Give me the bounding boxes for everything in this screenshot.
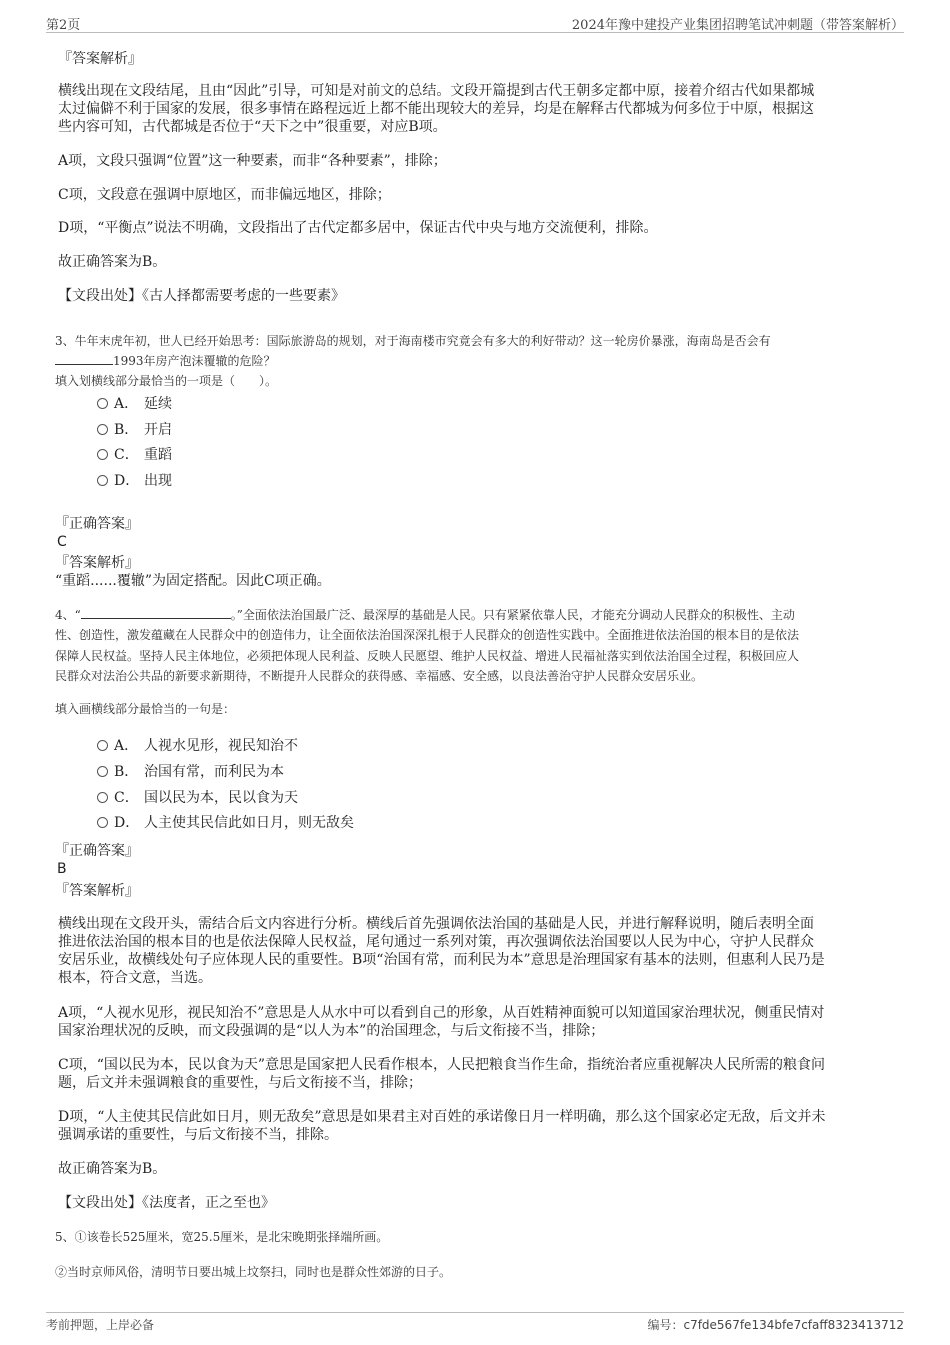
footer-code: 编号：c7fde567fe134bfe7cfaff8323413712 bbox=[647, 1318, 904, 1332]
footer-slogan: 考前押题，上岸必备 bbox=[46, 1318, 155, 1332]
q2-option-c-explanation: C项，文段意在强调中原地区，而非偏远地区，排除； bbox=[58, 187, 391, 203]
document-title: 2024年豫中建投产业集团招聘笔试冲刺题（带答案解析） bbox=[571, 18, 904, 33]
q3-option-a[interactable]: A． 延续 bbox=[97, 394, 172, 414]
q4-analysis-line-4: 根本，符合文意，当选。 bbox=[58, 970, 212, 986]
q2-source: 【文段出处】《古人择都需要考虑的一些要素》 bbox=[58, 288, 345, 304]
q3-stem-line-1: 3、牛年末虎年初，世人已经开始思考：国际旅游岛的规划，对于海南楼市究竟会有多大的利好带动？这一轮房价暴涨，海南岛是否会有 bbox=[55, 334, 771, 348]
q4-analysis-line-3: 安居乐业，故横线处句子应体现人民的重要性。B项“治国有常，而利民为本”意思是治理国家有基本的法则，但惠利人民乃是 bbox=[58, 952, 825, 968]
q3-analysis-label: 『答案解析』 bbox=[55, 555, 139, 571]
q3-blank bbox=[55, 352, 113, 365]
q3-stem-line-2: 1993年房产泡沫覆辙的危险？ bbox=[55, 351, 276, 371]
q3-option-c[interactable]: C． 重蹈 bbox=[97, 445, 172, 465]
q4-conclusion: 故正确答案为B。 bbox=[58, 1161, 167, 1177]
q4-option-a-explanation-2: 国家治理状况的反映，而文段强调的是“以人为本”的治国理念，与后文衔接不当，排除； bbox=[58, 1023, 605, 1039]
radio-icon[interactable] bbox=[97, 792, 108, 803]
q4-correct-label: 『正确答案』 bbox=[55, 843, 139, 859]
page-footer bbox=[46, 1312, 904, 1337]
radio-icon[interactable] bbox=[97, 766, 108, 777]
q4-analysis-label: 『答案解析』 bbox=[55, 883, 139, 899]
q5-line-2: ②当时京师风俗，清明节日要出城上坟祭扫，同时也是群众性郊游的日子。 bbox=[55, 1265, 452, 1279]
q4-correct-value: B bbox=[57, 861, 67, 877]
q4-stem-line-4: 民群众对法治公共品的新要求新期待，不断提升人民群众的获得感、幸福感、安全感，以良法善治守护人民群众安居乐业。 bbox=[55, 669, 704, 683]
q4-option-d[interactable]: D． 人主使其民信此如日月，则无敌矣 bbox=[97, 813, 354, 833]
q4-stem-line-3: 保障人民权益。坚持人民主体地位，必须把体现人民利益、反映人民愿望、维护人民权益、增进人民福祉落实到依法治国全过程，积极回应人 bbox=[55, 649, 800, 663]
q4-option-a-explanation-1: A项，“人视水见形，视民知治不”意思是人从水中可以看到自己的形象，从百姓精神面貌可以知道国家治理状况，侧重民情对 bbox=[58, 1005, 825, 1021]
q3-correct-value: C bbox=[57, 534, 67, 550]
q4-option-b[interactable]: B． 治国有常，而利民为本 bbox=[97, 762, 284, 782]
q2-analysis-label: 『答案解析』 bbox=[58, 51, 142, 67]
q3-correct-label: 『正确答案』 bbox=[55, 516, 139, 532]
q3-instruction: 填入划横线部分最恰当的一项是（ ）。 bbox=[55, 374, 278, 388]
q4-source: 【文段出处】《法度者，正之至也》 bbox=[58, 1195, 275, 1211]
radio-icon[interactable] bbox=[97, 449, 108, 460]
q3-option-b[interactable]: B． 开启 bbox=[97, 420, 172, 440]
q4-blank bbox=[81, 606, 231, 619]
q4-analysis-line-2: 推进依法治国的根本目的也是依法保障人民权益，尾句通过一系列对策，再次强调依法治国要以人民为中心，守护人民群众 bbox=[58, 934, 814, 950]
page-header bbox=[46, 12, 904, 33]
q4-option-c[interactable]: C． 国以民为本，民以食为天 bbox=[97, 788, 298, 808]
radio-icon[interactable] bbox=[97, 817, 108, 828]
radio-icon[interactable] bbox=[97, 740, 108, 751]
q3-option-d[interactable]: D． 出现 bbox=[97, 471, 172, 491]
q4-option-d-explanation-1: D项，“人主使其民信此如日月，则无敌矣”意思是如果君主对百姓的承诺像日月一样明确，那么这个国家必定无敌，后文并未 bbox=[58, 1109, 826, 1125]
q5-line-1: 5、①该卷长525厘米，宽25.5厘米，是北宋晚期张择端所画。 bbox=[55, 1230, 389, 1244]
q4-option-c-explanation-2: 题，后文并未强调粮食的重要性，与后文衔接不当，排除； bbox=[58, 1075, 422, 1091]
radio-icon[interactable] bbox=[97, 424, 108, 435]
q4-analysis-line-1: 横线出现在文段开头，需结合后文内容进行分析。横线后首先强调依法治国的基础是人民，并进行解释说明，随后表明全面 bbox=[58, 916, 814, 932]
page-number: 第2页 bbox=[46, 18, 81, 33]
q4-stem-line-1: 4、“ 。”全面依法治国最广泛、最深厚的基础是人民。只有紧紧依靠人民，才能充分调动人民群众的积极性、主动 bbox=[55, 608, 795, 622]
q2-conclusion: 故正确答案为B。 bbox=[58, 254, 167, 270]
q2-option-a-explanation: A项，文段只强调“位置”这一种要素，而非“各种要素”，排除； bbox=[58, 153, 447, 169]
radio-icon[interactable] bbox=[97, 475, 108, 486]
q4-option-a[interactable]: A． 人视水见形，视民知治不 bbox=[97, 736, 298, 756]
q4-instruction: 填入画横线部分最恰当的一句是： bbox=[55, 702, 236, 716]
q2-analysis-line-1: 横线出现在文段结尾，且由“因此”引导，可知是对前文的总结。文段开篇提到古代王朝多定都中原，接着介绍古代如果都城 bbox=[58, 83, 815, 99]
q2-analysis-line-2: 太过偏僻不利于国家的发展，很多事情在路程远近上都不能出现较大的差异，均是在解释古代都城为何多位于中原，根据这 bbox=[58, 101, 814, 117]
q4-stem-line-2: 性、创造性，激发蕴藏在人民群众中的创造伟力，让全面依法治国深深扎根于人民群众的创造性实践中。全面推进依法治国的根本目的是依法 bbox=[55, 628, 800, 642]
radio-icon[interactable] bbox=[97, 398, 108, 409]
q4-option-d-explanation-2: 强调承诺的重要性，与后文衔接不当，排除。 bbox=[58, 1127, 338, 1143]
q2-option-d-explanation: D项，“平衡点”说法不明确，文段指出了古代定都多居中，保证古代中央与地方交流便利，排除。 bbox=[58, 220, 658, 236]
q3-analysis-text: “重蹈......覆辙”为固定搭配。因此C项正确。 bbox=[55, 573, 331, 589]
q4-option-c-explanation-1: C项，“国以民为本，民以食为天”意思是国家把人民看作根本，人民把粮食当作生命，指统治者应重视解决人民所需的粮食问 bbox=[58, 1057, 826, 1073]
q2-analysis-line-3: 些内容可知，古代都城是否位于“天下之中”很重要，对应B项。 bbox=[58, 119, 447, 135]
